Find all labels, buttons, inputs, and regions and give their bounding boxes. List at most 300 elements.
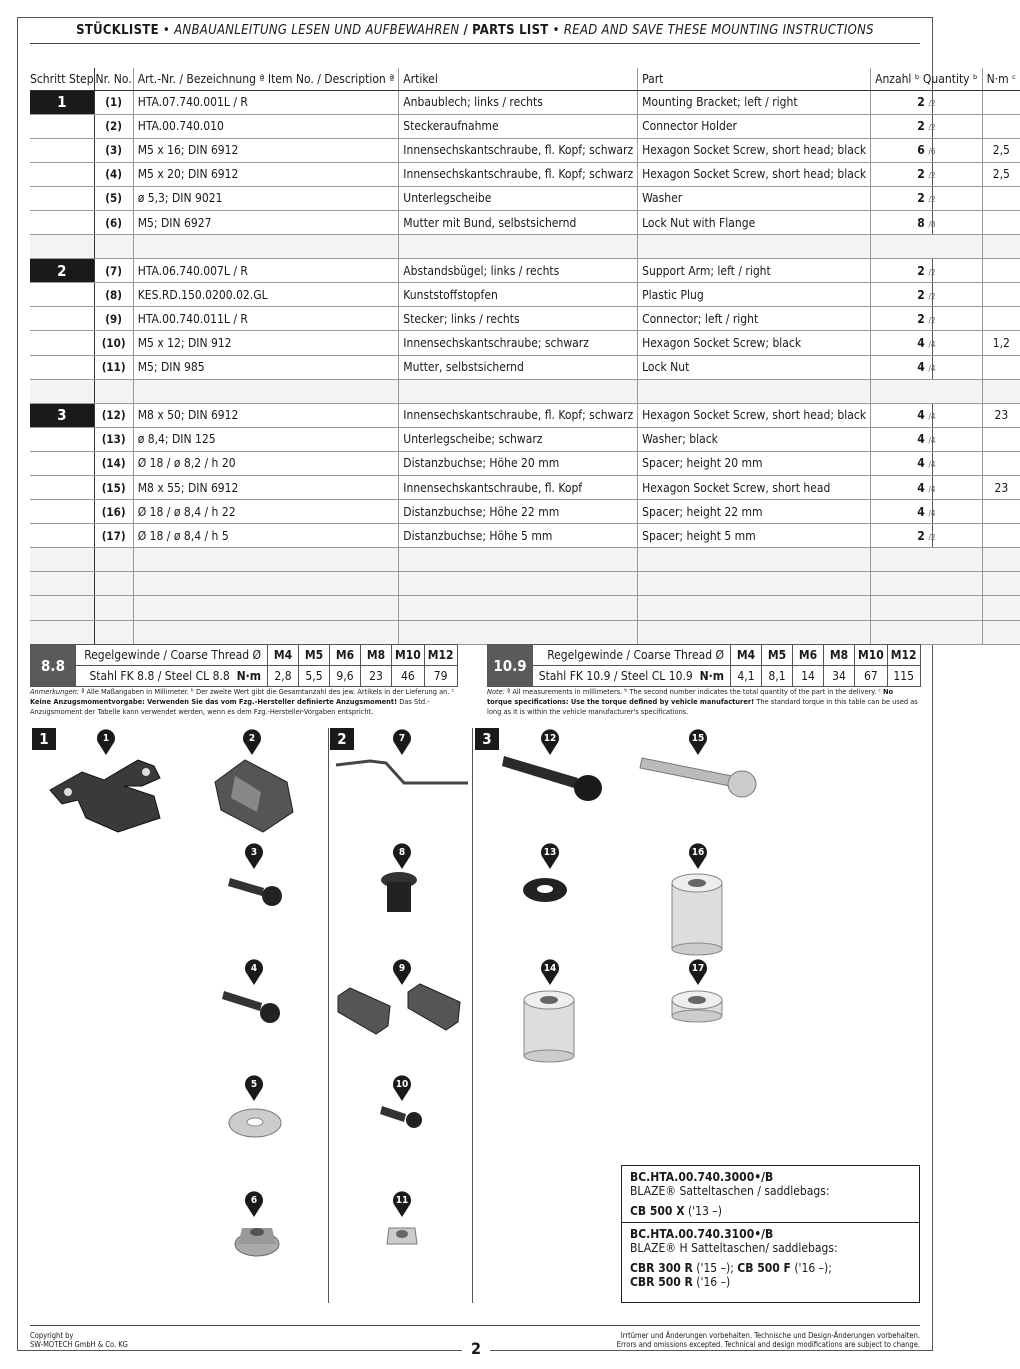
quantity-value: 4 [917, 456, 925, 471]
support-arm-image [334, 755, 474, 790]
table-row [30, 331, 1020, 355]
step-number [30, 210, 94, 234]
description-de [399, 235, 638, 259]
step-number: 2 [30, 259, 94, 283]
torque [982, 596, 1020, 620]
description-de: Innensechskantschraube, fl. Kopf; schwarz [399, 138, 638, 162]
description-en: Hexagon Socket Screw, short head; black [638, 403, 871, 427]
torque-value: 8,1 [762, 666, 793, 687]
copyright [30, 1331, 128, 1349]
quantity-total: /2 [928, 171, 936, 181]
callout-number: 10 [395, 1079, 409, 1090]
article-number: M8 x 50; DIN 6912 [133, 403, 399, 427]
table-row [30, 114, 1020, 138]
plastic-plug-image [375, 870, 425, 920]
step-number: 1 [30, 90, 94, 114]
quantity [871, 427, 983, 451]
item-number [94, 620, 133, 644]
page-number: 2 [462, 1339, 490, 1358]
quantity-value: 2 [917, 311, 925, 326]
quantity [871, 331, 983, 355]
table-row [30, 451, 1020, 475]
step-number [30, 427, 94, 451]
table-row [30, 90, 1020, 114]
description-en: Spacer; height 5 mm [638, 524, 871, 548]
item-number: (5) [94, 186, 133, 210]
description-de: Mutter, selbstsichernd [399, 355, 638, 379]
description-de: Abstandsbügel; links / rechts [399, 259, 638, 283]
page-header [30, 20, 920, 42]
product-line: BLAZE® Satteltaschen / saddlebags: [630, 1184, 830, 1198]
description-en: Lock Nut with Flange [638, 210, 871, 234]
article-number [133, 235, 399, 259]
torque [982, 524, 1020, 548]
callout-pin-icon [392, 1076, 412, 1102]
step-number [30, 572, 94, 596]
table-row [30, 403, 1020, 427]
item-number: (7) [94, 259, 133, 283]
spacer-20mm-image [520, 990, 580, 1062]
item-number: (13) [94, 427, 133, 451]
article-number: HTA.06.740.007L / R [133, 259, 399, 283]
table-header-row [30, 68, 1020, 90]
vehicle-years: ('13 –) [687, 1204, 722, 1218]
torque [982, 572, 1020, 596]
quantity [871, 620, 983, 644]
steel-class: Stahl FK 10.9 / Steel CL 10.9 [538, 669, 693, 683]
quantity [871, 451, 983, 475]
quantity-value: 2 [917, 119, 925, 134]
description-de: Distanzbuchse; Höhe 20 mm [399, 451, 638, 475]
quantity-total: /2 [928, 99, 936, 109]
size-header: M10 [855, 645, 888, 666]
callout-pin-icon [392, 1192, 412, 1218]
description-en: Support Arm; left / right [638, 259, 871, 283]
quantity [871, 548, 983, 572]
quantity [871, 235, 983, 259]
size-header: M6 [793, 645, 824, 666]
callout-number: 4 [250, 963, 258, 974]
description-de: Mutter mit Bund, selbstsichernd [399, 210, 638, 234]
quantity-value: 4 [917, 480, 925, 495]
step-number [30, 283, 94, 307]
item-number: (17) [94, 524, 133, 548]
article-number: M8 x 55; DIN 6912 [133, 476, 399, 500]
torque-table-10-9 [487, 644, 921, 687]
article-number: Ø 18 / ø 8,2 / h 20 [133, 451, 399, 475]
description-de: Distanzbuchse; Höhe 22 mm [399, 500, 638, 524]
description-de: Anbaublech; links / rechts [399, 90, 638, 114]
callout-number: 6 [250, 1195, 258, 1206]
torque-class: 8.8 [31, 645, 76, 687]
spacer-5mm-image [668, 990, 728, 1030]
torque-value: 2,8 [268, 666, 299, 687]
mounting-bracket-image [42, 752, 172, 832]
product-code: BC.HTA.00.740.3100•/B [630, 1227, 774, 1241]
quantity-value: 4 [917, 408, 925, 423]
quantity-total: /2 [928, 267, 936, 277]
callout-number: 15 [691, 733, 705, 744]
quantity-value: 8 [917, 215, 925, 230]
torque-value: 9,6 [330, 666, 361, 687]
quantity [871, 210, 983, 234]
footer-rule [30, 1325, 920, 1326]
notes-lead: Anmerkungen: [30, 687, 80, 696]
steel-class: Stahl FK 8.8 / Steel CL 8.8 [89, 669, 230, 683]
description-de: Stecker; links / rechts [399, 307, 638, 331]
torque-value: 79 [424, 666, 457, 687]
step-number [30, 620, 94, 644]
step-badge: 3 [475, 728, 499, 750]
thread-label: Regelgewinde / Coarse Thread Ø [533, 645, 731, 666]
vehicle-years: ('16 –) [696, 1275, 731, 1289]
step-number [30, 379, 94, 403]
torque-unit: N·m [236, 669, 261, 683]
torque [982, 210, 1020, 234]
quantity-total: /8 [928, 219, 936, 229]
description-de [399, 596, 638, 620]
callout-pin-icon [392, 844, 412, 870]
size-header: M12 [424, 645, 457, 666]
size-header: M8 [361, 645, 392, 666]
article-number: Ø 18 / ø 8,4 / h 22 [133, 500, 399, 524]
item-number: (16) [94, 500, 133, 524]
torque-value: 4,1 [731, 666, 762, 687]
item-number: (4) [94, 162, 133, 186]
callout-pin-icon [244, 1076, 264, 1102]
article-number [133, 379, 399, 403]
quantity-value: 2 [917, 528, 925, 543]
screw-m5x12-image [380, 1100, 425, 1130]
quantity [871, 572, 983, 596]
item-number [94, 379, 133, 403]
step-divider [472, 728, 473, 1303]
item-number: (1) [94, 90, 133, 114]
article-number: KES.RD.150.0200.02.GL [133, 283, 399, 307]
header-separator: / [463, 23, 469, 38]
quantity [871, 355, 983, 379]
table-row-blank [30, 620, 1020, 644]
quantity [871, 283, 983, 307]
torque-value: 23 [361, 666, 392, 687]
table-row [30, 186, 1020, 210]
quantity-value: 4 [917, 504, 925, 519]
quantity [871, 596, 983, 620]
callout-pin-icon [540, 844, 560, 870]
header-separator: • [552, 23, 560, 38]
quantity-total: /2 [928, 195, 936, 205]
torque-unit: N·m [699, 669, 724, 683]
description-de [399, 379, 638, 403]
notes-text: Das Std.-Anzugsmoment der Tabelle kann verwendet werden, wenn es dem Fzg.-Hersteller-Vorgaben entspricht. [30, 697, 430, 716]
callout-number: 13 [543, 847, 557, 858]
quantity-value: 2 [917, 167, 925, 182]
description-en: Mounting Bracket; left / right [638, 90, 871, 114]
title-de: STÜCKLISTE [76, 23, 159, 38]
notes-de [30, 687, 470, 717]
description-en: Hexagon Socket Screw, short head [638, 476, 871, 500]
header-rule [30, 43, 920, 44]
step-number [30, 114, 94, 138]
table-row [30, 138, 1020, 162]
col-qty: Anzahl ᵇ Quantity ᵇ [871, 68, 983, 90]
torque: 2,5 [982, 162, 1020, 186]
screw-m8x55-image [638, 752, 758, 802]
quantity-total: /2 [928, 315, 936, 325]
description-de: Innensechskantschraube, fl. Kopf; schwarz [399, 403, 638, 427]
description-en: Washer; black [638, 427, 871, 451]
item-number: (10) [94, 331, 133, 355]
item-number: (14) [94, 451, 133, 475]
torque: 23 [982, 403, 1020, 427]
vehicle-years: ('15 –); [696, 1261, 734, 1275]
notes-text: ª Alle Maßangaben in Millimeter. ᵇ Der zweite Wert gibt die Gesamtanzahl des jew. Artikels in der Lieferung an. ᶜ [81, 687, 455, 696]
description-de [399, 620, 638, 644]
torque-value: 34 [824, 666, 855, 687]
washer-m5-image [225, 1105, 285, 1141]
article-number: M5; DIN 985 [133, 355, 399, 379]
torque [982, 186, 1020, 210]
quantity [871, 90, 983, 114]
table-row [30, 210, 1020, 234]
notes-en [487, 687, 920, 717]
description-en [638, 620, 871, 644]
spacer-22mm-image [668, 873, 728, 955]
torque: 2,5 [982, 138, 1020, 162]
callout-pin-icon [540, 730, 560, 756]
description-de: Distanzbuchse; Höhe 5 mm [399, 524, 638, 548]
item-number [94, 596, 133, 620]
item-number: (11) [94, 355, 133, 379]
description-en [638, 596, 871, 620]
callout-pin-icon [244, 1192, 264, 1218]
table-row-blank [30, 548, 1020, 572]
description-en [638, 572, 871, 596]
subtitle-en: READ AND SAVE THESE MOUNTING INSTRUCTIONS [563, 23, 874, 38]
col-nm: N·m ᶜ [982, 68, 1020, 90]
torque: 1,2 [982, 331, 1020, 355]
description-en: Connector Holder [638, 114, 871, 138]
table-row-blank [30, 572, 1020, 596]
quantity [871, 379, 983, 403]
item-number: (2) [94, 114, 133, 138]
quantity-total: /2 [928, 291, 936, 301]
quantity-total: /2 [928, 532, 936, 542]
step-number [30, 331, 94, 355]
article-number [133, 572, 399, 596]
step-badge: 2 [330, 728, 354, 750]
callout-pin-icon [688, 730, 708, 756]
torque-value: 46 [392, 666, 425, 687]
col-no: Nr. No. [94, 68, 133, 90]
notes-lead: Note: [487, 687, 505, 696]
quantity [871, 162, 983, 186]
quantity-total: /4 [928, 484, 936, 494]
subtitle-de: ANBAUANLEITUNG LESEN UND AUFBEWAHREN [174, 23, 460, 38]
product-info-box [621, 1165, 920, 1303]
table-row-blank [30, 379, 1020, 403]
step-number [30, 138, 94, 162]
lock-nut-flange-image [232, 1218, 282, 1258]
torque [982, 427, 1020, 451]
step-number [30, 186, 94, 210]
description-en: Hexagon Socket Screw; black [638, 331, 871, 355]
description-de: Steckeraufnahme [399, 114, 638, 138]
copyright-company: SW-MOTECH GmbH & Co. KG [30, 1340, 128, 1349]
torque [982, 283, 1020, 307]
quantity [871, 476, 983, 500]
description-en: Hexagon Socket Screw, short head; black [638, 138, 871, 162]
item-number [94, 235, 133, 259]
description-de: Innensechskantschraube, fl. Kopf; schwarz [399, 162, 638, 186]
description-en: Spacer; height 20 mm [638, 451, 871, 475]
step-badge: 1 [32, 728, 56, 750]
size-header: M4 [731, 645, 762, 666]
table-row [30, 307, 1020, 331]
callout-number: 9 [398, 963, 406, 974]
description-de [399, 572, 638, 596]
quantity-total: /2 [928, 123, 936, 133]
quantity-total: /4 [928, 412, 936, 422]
torque [982, 500, 1020, 524]
notes-text: The standard torque in this table can be used as long as it is within the vehicle manufacturer's specifications. [487, 697, 918, 716]
quantity-value: 2 [917, 287, 925, 302]
callout-number: 1 [102, 733, 110, 744]
callout-pin-icon [688, 844, 708, 870]
torque [982, 379, 1020, 403]
torque-value: 67 [855, 666, 888, 687]
quantity [871, 403, 983, 427]
quantity-value: 4 [917, 360, 925, 375]
step-number [30, 162, 94, 186]
step-number [30, 451, 94, 475]
step-number [30, 476, 94, 500]
article-number: HTA.00.740.010 [133, 114, 399, 138]
table-row-blank [30, 596, 1020, 620]
callout-pin-icon [244, 960, 264, 986]
callout-pin-icon [392, 730, 412, 756]
callout-number: 17 [691, 963, 705, 974]
item-number: (8) [94, 283, 133, 307]
callout-number: 5 [250, 1079, 258, 1090]
thread-label: Regelgewinde / Coarse Thread Ø [76, 645, 268, 666]
lock-nut-image [385, 1220, 420, 1252]
article-number: M5 x 16; DIN 6912 [133, 138, 399, 162]
item-number: (12) [94, 403, 133, 427]
article-number [133, 548, 399, 572]
screw-m5x20-image [220, 983, 285, 1025]
torque-value: 115 [887, 666, 920, 687]
item-number [94, 548, 133, 572]
steel-label [533, 666, 731, 687]
size-header: M10 [392, 645, 425, 666]
table-row [30, 259, 1020, 283]
torque: 23 [982, 476, 1020, 500]
torque [982, 90, 1020, 114]
table-row-blank [30, 235, 1020, 259]
step-number [30, 524, 94, 548]
description-de [399, 548, 638, 572]
step-number [30, 307, 94, 331]
washer-m8-image [520, 875, 570, 905]
col-item: Art.-Nr. / Bezeichnung ª Item No. / Description ª [133, 68, 399, 90]
article-number: HTA.00.740.011L / R [133, 307, 399, 331]
quantity-total: /4 [928, 460, 936, 470]
article-number [133, 596, 399, 620]
article-number: M5; DIN 6927 [133, 210, 399, 234]
callout-pin-icon [688, 960, 708, 986]
callout-number: 2 [248, 733, 256, 744]
torque-class: 10.9 [488, 645, 533, 687]
torque [982, 451, 1020, 475]
screw-m8x50-image [500, 752, 605, 802]
step-number [30, 355, 94, 379]
vehicle-model: CBR 300 R [630, 1261, 693, 1275]
item-number: (15) [94, 476, 133, 500]
callout-number: 14 [543, 963, 557, 974]
article-number: Ø 18 / ø 8,4 / h 5 [133, 524, 399, 548]
description-de: Innensechskantschraube; schwarz [399, 331, 638, 355]
size-header: M8 [824, 645, 855, 666]
copyright-line: Copyright by [30, 1331, 74, 1340]
callout-number: 12 [543, 733, 557, 744]
description-en [638, 235, 871, 259]
size-header: M5 [299, 645, 330, 666]
description-en: Washer [638, 186, 871, 210]
size-header: M5 [762, 645, 793, 666]
quantity [871, 138, 983, 162]
table-row [30, 427, 1020, 451]
description-en [638, 548, 871, 572]
quantity [871, 114, 983, 138]
callout-number: 16 [691, 847, 705, 858]
step-number [30, 548, 94, 572]
table-row [30, 500, 1020, 524]
title-en: PARTS LIST [472, 23, 549, 38]
torque [982, 307, 1020, 331]
torque [982, 259, 1020, 283]
parts-table [30, 68, 1020, 645]
item-number [94, 572, 133, 596]
connector-image [334, 982, 469, 1037]
torque [982, 114, 1020, 138]
description-en: Spacer; height 22 mm [638, 500, 871, 524]
quantity-value: 2 [917, 263, 925, 278]
torque [982, 548, 1020, 572]
article-number: ø 5,3; DIN 9021 [133, 186, 399, 210]
vehicle-model: CBR 500 R [630, 1275, 693, 1289]
quantity-value: 4 [917, 335, 925, 350]
item-number: (3) [94, 138, 133, 162]
callout-number: 7 [398, 733, 406, 744]
step-number: 3 [30, 403, 94, 427]
disclaimer-en: Errors and omissions excepted. Technical and design modifications are subject to change. [616, 1340, 920, 1349]
notes-warning: Keine Anzugsmomentvorgabe: Verwenden Sie das vom Fzg.-Hersteller definierte Anzugsmoment! [30, 697, 398, 706]
col-artikel: Artikel [399, 68, 638, 90]
table-row [30, 524, 1020, 548]
description-en: Connector; left / right [638, 307, 871, 331]
article-number [133, 620, 399, 644]
description-en: Lock Nut [638, 355, 871, 379]
description-de: Innensechskantschraube, fl. Kopf [399, 476, 638, 500]
torque-value: 14 [793, 666, 824, 687]
quantity-value: 4 [917, 432, 925, 447]
callout-pin-icon [244, 844, 264, 870]
col-part: Part [638, 68, 871, 90]
vehicle-model: CB 500 X [630, 1204, 685, 1218]
description-de: Unterlegscheibe; schwarz [399, 427, 638, 451]
description-de: Unterlegscheibe [399, 186, 638, 210]
